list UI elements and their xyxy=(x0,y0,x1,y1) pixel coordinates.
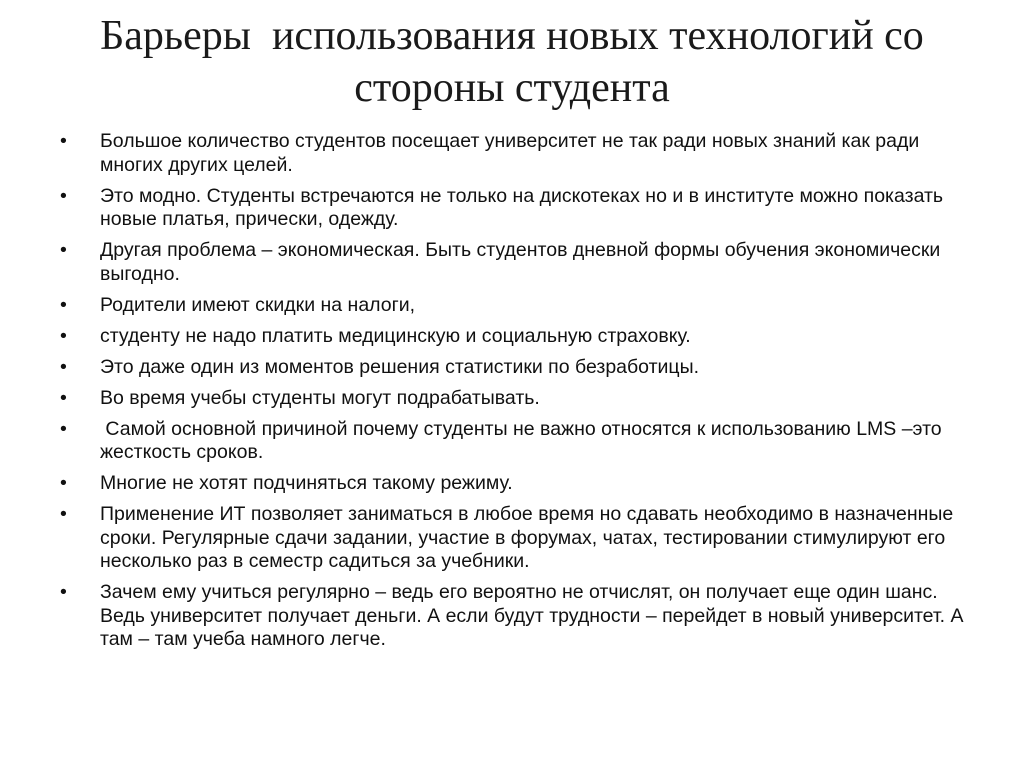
bullet-dot-icon: • xyxy=(60,472,67,494)
bullet-text: Многие не хотят подчиняться такому режиму. xyxy=(100,472,513,494)
bullet-item xyxy=(60,294,980,318)
bullet-list xyxy=(60,130,980,659)
bullet-text: Это даже один из моментов решения статистики по безработицы. xyxy=(100,355,700,378)
bullet-item xyxy=(60,387,980,411)
bullet-item xyxy=(60,185,980,232)
bullet-item xyxy=(60,239,980,286)
bullet-dot-icon: • xyxy=(60,355,67,378)
bullet-item xyxy=(60,356,980,380)
bullet-text: Самой основной причиной почему студенты не важно относятся к использованию LMS –это жесткость сроков. xyxy=(100,417,948,463)
bullet-item xyxy=(60,581,980,652)
bullet-item xyxy=(60,418,980,465)
bullet-text: Применение ИТ позволяет заниматься в любое время но сдавать необходимо в назначенные сроки. Регулярные сдачи задании, участие в форумах, чатах, тестировании стимулируют его несколько раз в семестр садиться за учебники. xyxy=(100,503,959,572)
bullet-text: Большое количество студентов посещает университет не так ради новых знаний как ради многих других целей. xyxy=(100,130,925,176)
bullet-text: Во время учебы студенты могут подрабатывать. xyxy=(100,386,540,409)
bullet-dot-icon: • xyxy=(60,239,67,261)
bullet-dot-icon: • xyxy=(60,130,67,152)
bullet-dot-icon: • xyxy=(60,417,67,440)
bullet-item xyxy=(60,130,980,177)
bullet-dot-icon: • xyxy=(60,324,67,347)
bullet-dot-icon: • xyxy=(60,293,67,316)
bullet-text: Это модно. Студенты встречаются не только на дискотеках но и в институте можно показать новые платья, прически, одежду. xyxy=(100,184,949,230)
bullet-dot-icon: • xyxy=(60,503,67,525)
bullet-item xyxy=(60,503,980,574)
bullet-text: студенту не надо платить медицинскую и социальную страховку. xyxy=(100,324,691,347)
bullet-item xyxy=(60,472,980,496)
bullet-dot-icon: • xyxy=(60,581,67,603)
bullet-text: Зачем ему учиться регулярно – ведь его вероятно не отчислят, он получает еще один шанс. Ведь университет получает деньги. А если будут трудности – перейдет в новый университет. А там – там учеба намного легче. xyxy=(100,581,969,650)
bullet-text: Родители имеют скидки на налоги, xyxy=(100,293,416,316)
bullet-dot-icon: • xyxy=(60,386,67,409)
bullet-item xyxy=(60,325,980,349)
bullet-text: Другая проблема – экономическая. Быть студентов дневной формы обучения экономически выгодно. xyxy=(100,239,946,285)
bullet-dot-icon: • xyxy=(60,184,67,207)
slide-title: Барьеры использования новых технологий со стороны студента xyxy=(100,13,935,111)
